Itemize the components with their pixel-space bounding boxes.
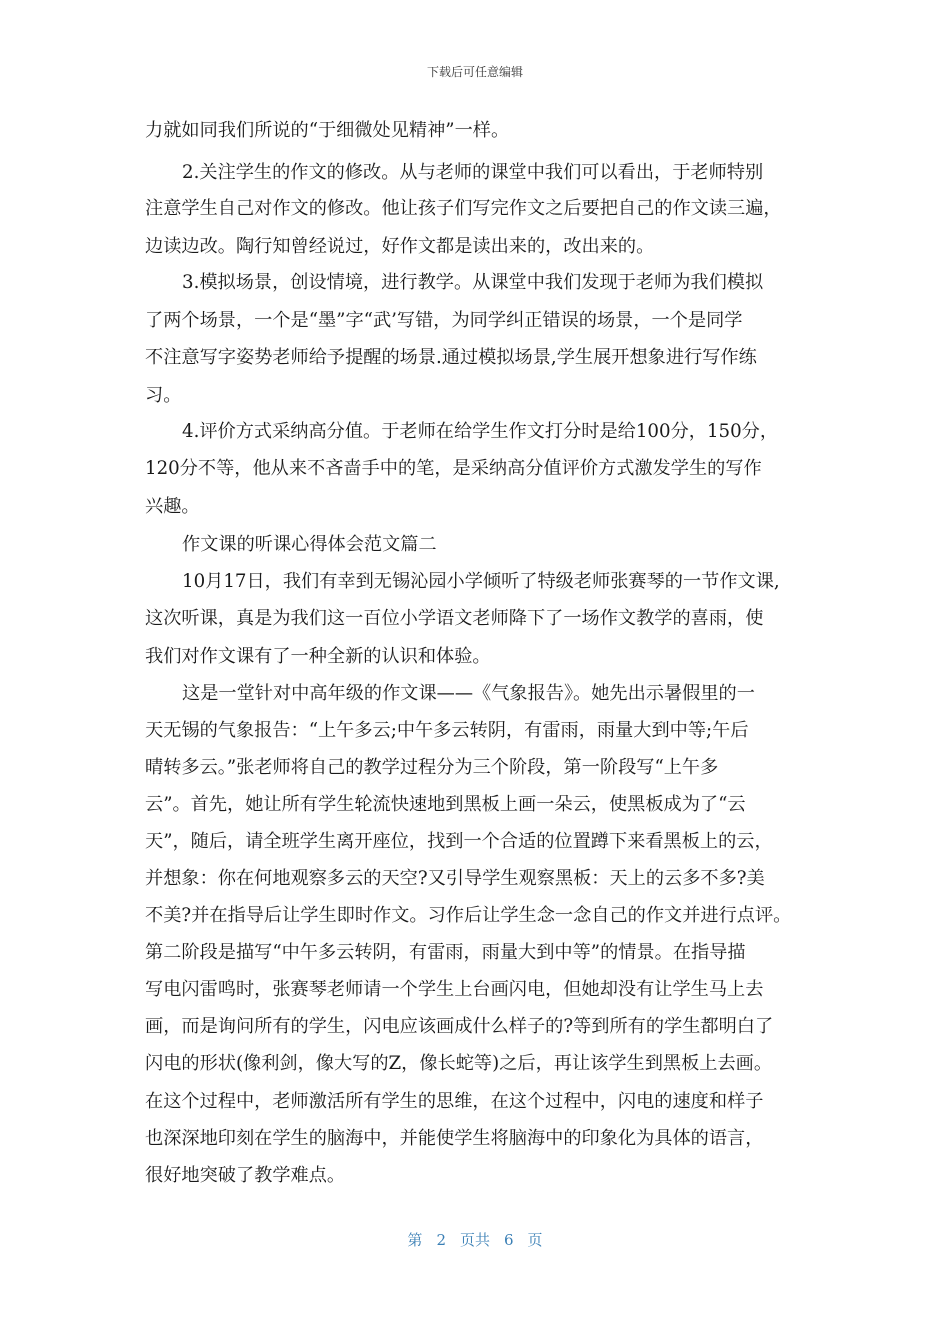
text-line: 兴趣。 [145,496,200,517]
footer-total-pages: 6 [504,1231,514,1249]
text-line: 并想象：你在何地观察多云的天空?又引导学生观察黑板：天上的云多不多?美 [145,868,765,889]
section-heading: 作文课的听课心得体会范文篇二 [182,534,437,555]
paragraph-line: 2.关注学生的作文的修改。从与老师的课堂中我们可以看出，于老师特别 [182,162,764,183]
paragraph-line: 3.模拟场景，创设情境，进行教学。从课堂中我们发现于老师为我们模拟 [182,272,764,293]
footer-di: 第 [407,1231,423,1249]
footer-ye: 页 [527,1231,543,1249]
paragraph-line: 10月17日，我们有幸到无锡沁园小学倾听了特级老师张赛琴的一节作文课, [182,571,780,592]
text-line: 画，而是询问所有的学生，闪电应该画成什么样子的?等到所有的学生都明白了 [145,1016,774,1037]
paragraph-line: 这是一堂针对中高年级的作文课——《气象报告》。她先出示暑假里的一 [182,683,755,704]
text-line: 写电闪雷鸣时，张赛琴老师请一个学生上台画闪电，但她却没有让学生马上去 [145,979,764,1000]
page-header: 下载后可任意编辑 [426,65,523,79]
text-line: 闪电的形状(像利剑，像大写的Z，像长蛇等)之后，再让该学生到黑板上去画。 [145,1053,773,1074]
text-line: 不注意写字姿势老师给予提醒的场景.通过模拟场景,学生展开想象进行写作练 [145,347,757,368]
text-line: 在这个过程中，老师激活所有学生的思维，在这个过程中，闪电的速度和样子 [145,1091,764,1112]
footer-page-number: 2 [436,1231,446,1249]
text-line: 注意学生自己对作文的修改。他让孩子们写完作文之后要把自己的作文读三遍， [145,198,782,219]
text-line: 边读边改。陶行知曾经说过，好作文都是读出来的，改出来的。 [145,236,655,257]
text-line: 很好地突破了教学难点。 [145,1165,346,1186]
text-line: 天”，随后，请全班学生离开座位，找到一个合适的位置蹲下来看黑板上的云， [145,831,773,852]
text-line: 习。 [145,385,182,406]
text-line: 天无锡的气象报告：“上午多云;中午多云转阴，有雷雨，雨量大到中等;午后 [145,720,749,741]
text-line: 第二阶段是描写“中午多云转阴，有雷雨，雨量大到中等”的情景。在指导描 [145,942,746,963]
text-line: 也深深地印刻在学生的脑海中，并能使学生将脑海中的印象化为具体的语言， [145,1128,764,1149]
page-footer [0,1230,950,1250]
paragraph-line: 4.评价方式采纳高分值。于老师在给学生作文打分时是给100分，150分， [182,421,779,442]
text-line: 这次听课，真是为我们这一百位小学语文老师降下了一场作文教学的喜雨，使 [145,608,764,629]
text-line: 力就如同我们所说的“于细微处见精神”一样。 [145,120,510,141]
text-line: 云”。首先，她让所有学生轮流快速地到黑板上画一朵云，使黑板成为了“云 [145,794,746,815]
text-line: 我们对作文课有了一种全新的认识和体验。 [145,646,491,667]
footer-ye-gong: 页共 [459,1231,490,1249]
text-line: 了两个场景，一个是“墨”字“武’写错，为同学纠正错误的场景，一个是同学 [145,310,743,331]
text-line: 晴转多云。”张老师将自己的教学过程分为三个阶段，第一阶段写“上午多 [145,757,719,778]
text-line: 120分不等，他从来不吝啬手中的笔，是采纳高分值评价方式激发学生的写作 [145,458,762,479]
text-line: 不美?并在指导后让学生即时作文。习作后让学生念一念自己的作文并进行点评。 [145,905,792,926]
